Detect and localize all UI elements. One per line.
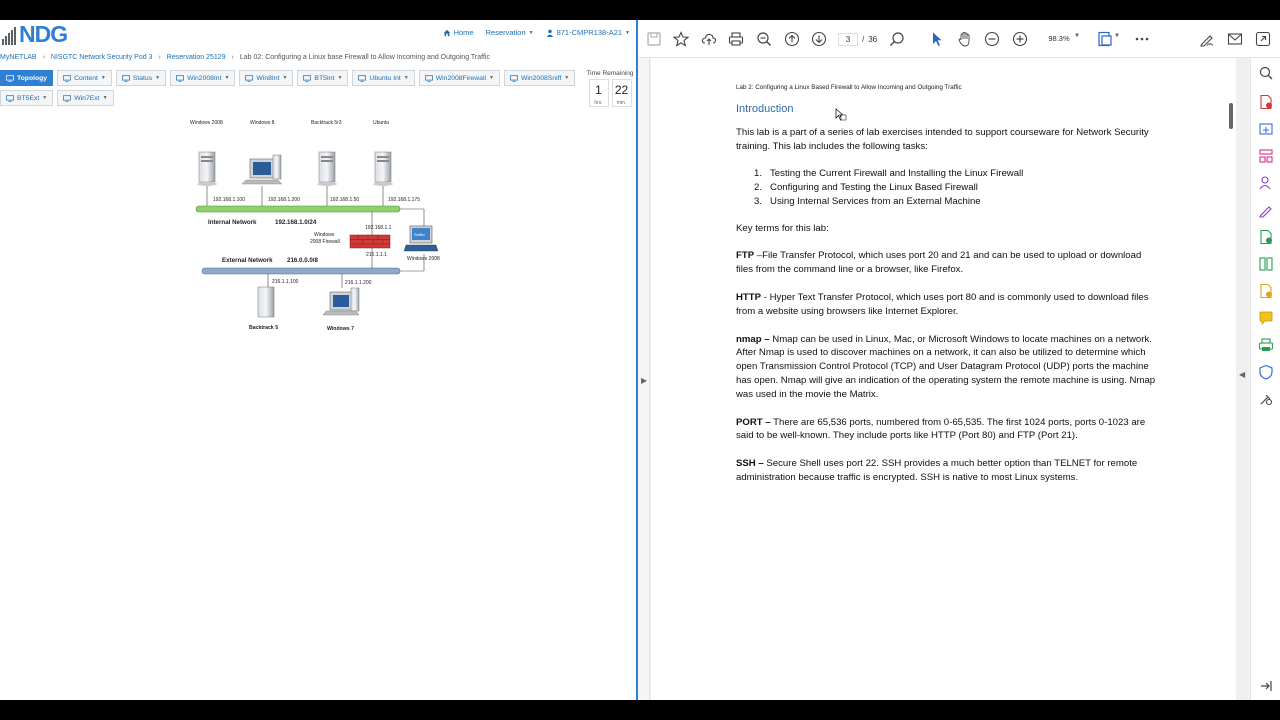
pdf-viewer <box>638 20 1280 700</box>
tab-label: Ubuntu Int <box>369 74 401 82</box>
user-icon <box>546 29 554 37</box>
external-network-cidr: 216.0.0.0/8 <box>287 257 318 264</box>
term-definition: - Hyper Text Transfer Protocol, which uses port 80 and is commonly used to download files from a website using browsers like Internet Explorer. <box>736 291 1149 317</box>
term-name: nmap – <box>736 333 770 345</box>
page-up-icon[interactable] <box>784 31 800 47</box>
chevron-down-icon: ▼ <box>488 75 494 81</box>
expand-right-icon: ▶ <box>641 376 648 385</box>
nav-user-label: 871-CMPR138-A21 <box>556 28 623 37</box>
monitor-icon <box>358 75 366 82</box>
chevron-down-icon: ▼ <box>564 75 570 81</box>
ndg-pane <box>0 20 636 700</box>
term-paragraph <box>736 416 1156 444</box>
host-label-bottom-1: Windows 7 <box>327 326 355 332</box>
host-label: Backtrack 5r3 <box>311 120 342 126</box>
request-signature-icon[interactable] <box>1258 229 1274 245</box>
tab-win7ext[interactable] <box>57 90 113 106</box>
chevron-down-icon: ▼ <box>403 75 409 81</box>
list-item <box>754 195 1156 209</box>
right-panel-toggle[interactable] <box>1236 58 1248 700</box>
minutes-unit: min. <box>616 100 627 106</box>
minutes-box <box>612 79 632 107</box>
zoom-level[interactable]: 98.3% <box>1048 34 1070 43</box>
vertical-scrollbar[interactable] <box>1226 58 1236 700</box>
task-text: Configuring and Testing the Linux Based Firewall <box>770 181 978 193</box>
server-icon[interactable] <box>197 152 217 186</box>
print-icon[interactable] <box>728 31 744 47</box>
edit-pdf-icon[interactable] <box>1258 202 1274 218</box>
tab-topology[interactable] <box>0 70 53 86</box>
minutes-value: 22 <box>614 83 629 97</box>
select-cursor-icon[interactable] <box>929 31 945 47</box>
chevron-down-icon: ▼ <box>528 29 534 36</box>
nav-user[interactable] <box>546 28 630 37</box>
breadcrumb-item[interactable]: NISGTC Network Security Pod 3 <box>50 54 153 61</box>
chevron-down-icon[interactable]: ▼ <box>1074 33 1080 39</box>
breadcrumb-item[interactable]: MyNETLAB <box>0 54 37 61</box>
nav-home-label: Home <box>453 28 474 37</box>
breadcrumb-item[interactable]: Reservation 25129 <box>166 54 226 61</box>
tab-label: Content <box>74 74 98 82</box>
internal-network-label: Internal Network <box>208 219 257 226</box>
term-name: PORT – <box>736 416 771 428</box>
logo-text: NDG <box>19 21 68 47</box>
tab-bt5int[interactable] <box>297 70 348 86</box>
more-tools-icon[interactable] <box>1134 31 1150 47</box>
external-network-bar <box>202 268 400 274</box>
monitor-icon <box>510 75 518 82</box>
chevron-down-icon: ▼ <box>625 29 630 36</box>
hours-value: 1 <box>595 83 602 97</box>
nav-reservation[interactable] <box>486 28 534 37</box>
email-icon[interactable] <box>1227 31 1243 47</box>
term-definition: Nmap can be used in Linux, Mac, or Microsoft Windows to locate machines on a network. After Nmap is used to discover machines on a network, it can also be utilized to determine which open Transmission Control Protocol (TCP) and User Datagram Protocol (UDP) ports the machine has open. Nmap will give an indication of the operating system the remote machine is using. Nmap was used in the movie the Matrix. <box>736 333 1156 400</box>
chevron-down-icon: ▼ <box>224 75 230 81</box>
monitor-icon <box>176 75 184 82</box>
breadcrumb-separator: › <box>231 54 234 61</box>
save-icon[interactable] <box>646 31 662 47</box>
fit-page-icon[interactable] <box>1097 31 1113 47</box>
workstation-icon[interactable] <box>323 288 359 315</box>
server-icon[interactable] <box>258 287 274 317</box>
hours-box <box>589 79 609 107</box>
server-icon[interactable] <box>373 152 393 186</box>
page-separator: / <box>862 35 865 44</box>
print-production-icon[interactable] <box>1258 337 1274 353</box>
chevron-down-icon: ▼ <box>337 75 343 81</box>
left-panel-toggle[interactable] <box>638 58 650 700</box>
tab-win8int[interactable] <box>239 70 293 86</box>
section-heading: Introduction <box>736 103 794 115</box>
monitor-icon <box>245 75 253 82</box>
ip-label: 192.168.1.100 <box>213 197 245 203</box>
list-item <box>754 181 1156 195</box>
scrollbar-thumb[interactable] <box>1229 103 1233 129</box>
task-number: 2. <box>754 181 763 193</box>
home-icon <box>443 29 451 37</box>
sign-icon[interactable] <box>1199 31 1215 47</box>
internal-network-cidr: 192.168.1.0/24 <box>275 219 317 226</box>
monitor-icon <box>6 95 14 102</box>
combine-files-icon[interactable] <box>1258 175 1274 191</box>
hours-unit: hrs. <box>594 100 603 106</box>
host-label-bottom-0: Backtrack 5 <box>249 325 279 331</box>
chevron-down-icon: ▼ <box>282 75 288 81</box>
ip-label: 192.168.1.175 <box>388 197 420 203</box>
workstation-icon[interactable] <box>242 155 282 184</box>
breadcrumb-separator: › <box>42 54 45 61</box>
chevron-down-icon[interactable]: ▼ <box>1114 33 1120 39</box>
protect-icon[interactable] <box>1258 364 1274 380</box>
nav-reservation-label: Reservation <box>485 28 526 37</box>
firewall-name-1: Windows <box>314 232 335 238</box>
key-terms-intro: Key terms for this lab: <box>736 222 829 234</box>
tab-label: Topology <box>17 74 48 82</box>
term-paragraph <box>736 291 1156 319</box>
term-name: FTP <box>736 250 755 262</box>
share-icon[interactable] <box>1255 31 1271 47</box>
page-total: 36 <box>868 35 878 44</box>
running-header: Lab 2: Configuring a Linux Based Firewall to Allow Incoming and Outgoing Traffic <box>736 84 962 91</box>
tab-content[interactable] <box>57 70 112 86</box>
task-text: Testing the Current Firewall and Installing the Linux Firewall <box>770 167 1024 179</box>
comment-icon[interactable] <box>1258 310 1274 326</box>
ip-label: 216.1.1.100 <box>272 279 299 285</box>
fill-sign-icon[interactable] <box>1258 283 1274 299</box>
term-name: SSH – <box>736 458 764 470</box>
chevron-down-icon: ▼ <box>42 95 48 101</box>
intro-paragraph: This lab is a part of a series of lab exercises intended to support courseware for Network Security training. This lab includes the following tasks: <box>736 127 1149 152</box>
tab-label: Win2008Firewall <box>435 74 486 82</box>
task-number: 3. <box>754 195 763 207</box>
tab-label: Win2008Sniff <box>520 74 562 82</box>
term-definition: There are 65,536 ports, numbered from 0-65,535. The first 1024 ports, ports 0-1023 are said to be well-known. They include ports like HTTP (Port 80) and FTP (Port 21). <box>736 416 1146 442</box>
ip-label: 192.168.1.50 <box>330 197 360 203</box>
tab-label: Win8Int <box>256 74 280 82</box>
time-remaining-title: Time Remaining <box>586 70 634 77</box>
host-label: Windows 8 <box>250 120 275 126</box>
fw-ext-ip: 216.1.1.1 <box>366 252 387 258</box>
tab-win2008int[interactable] <box>170 70 235 86</box>
organize-pages-icon[interactable] <box>1258 148 1274 164</box>
pdf-toolbar <box>638 20 1280 58</box>
list-item <box>754 167 1156 181</box>
monitor-icon <box>63 95 71 102</box>
search-tool-icon[interactable] <box>1258 65 1274 81</box>
tab-label: Win7Ext <box>74 94 100 102</box>
internal-network-bar <box>196 206 400 212</box>
host-label: Windows 2008 <box>190 120 223 126</box>
collapse-sidebar-icon[interactable] <box>1258 678 1274 694</box>
breadcrumb <box>0 54 636 66</box>
export-pdf-icon[interactable] <box>1258 94 1274 110</box>
compare-files-icon[interactable] <box>1258 256 1274 272</box>
term-name: HTTP <box>736 291 762 303</box>
task-number: 1. <box>754 167 763 179</box>
document-content <box>736 84 1156 485</box>
nav-home[interactable] <box>443 28 474 37</box>
topology-diagram[interactable] <box>180 114 450 319</box>
page-number-input[interactable]: 3 <box>838 33 858 46</box>
vm-tabs <box>0 70 580 110</box>
page-indicator <box>838 33 877 46</box>
term-definition: –File Transfer Protocol, which uses port 20 and 21 and can be used to upload or download files from the command line or a browser, like Firefox. <box>736 250 1142 276</box>
task-text: Using Internal Services from an External Machine <box>770 195 981 207</box>
star-icon[interactable] <box>673 31 689 47</box>
breadcrumb-separator: › <box>158 54 161 61</box>
tab-label: Status <box>132 74 153 82</box>
ip-label: 192.168.1.200 <box>268 197 300 203</box>
tab-row-1 <box>0 70 580 86</box>
zoom-out-glass-icon[interactable] <box>756 31 772 47</box>
sniffer-name: Windows 2008 <box>407 256 440 262</box>
tab-ubuntu-int[interactable] <box>352 70 414 86</box>
monitor-icon <box>6 75 14 82</box>
external-network-label: External Network <box>222 257 273 264</box>
firewall-icon[interactable] <box>350 235 390 248</box>
term-paragraph <box>736 249 1156 277</box>
tab-label: BT5Int <box>314 74 335 82</box>
chevron-down-icon: ▼ <box>100 75 106 81</box>
monitor-icon <box>303 75 311 82</box>
chevron-down-icon: ▼ <box>102 95 108 101</box>
cloud-upload-icon[interactable] <box>701 31 717 47</box>
mouse-cursor-icon <box>835 108 847 122</box>
fw-int-ip: 192.168.1.1 <box>365 225 392 231</box>
ndg-logo[interactable] <box>2 23 74 45</box>
server-icon[interactable] <box>317 152 337 186</box>
more-tools-sidebar-icon[interactable] <box>1258 391 1274 407</box>
tab-bt5ext[interactable] <box>0 90 53 106</box>
firewall-name-2: 2008 Firewall <box>310 239 340 245</box>
page-down-icon[interactable] <box>811 31 827 47</box>
time-remaining <box>584 70 636 107</box>
sniffer-workstation-icon[interactable] <box>404 226 438 251</box>
zoom-in-icon[interactable] <box>1012 31 1028 47</box>
host-label: Ubuntu <box>373 120 390 126</box>
tab-win2008sniff[interactable] <box>504 70 575 86</box>
term-paragraph <box>736 333 1156 402</box>
term-paragraph <box>736 457 1156 485</box>
create-pdf-icon[interactable] <box>1258 121 1274 137</box>
logo-bars-icon <box>2 23 20 45</box>
term-definition: Secure Shell uses port 22. SSH provides a much better option than TELNET for remote administration because traffic is encrypted. SSH is native to most Linux systems. <box>736 458 1138 483</box>
hand-tool-icon[interactable] <box>957 31 973 47</box>
tab-label: BT5Ext <box>17 94 40 102</box>
sniffer-screen-label: Sniffer <box>414 233 425 237</box>
tab-win2008firewall[interactable] <box>419 70 500 86</box>
breadcrumb-item-current: Lab 02: Configuring a Linux base Firewall to Allow Incoming and Outgoing Traffic <box>239 54 490 61</box>
tab-status[interactable] <box>116 70 166 86</box>
tools-sidebar <box>1250 58 1280 700</box>
task-list <box>736 167 1156 209</box>
monitor-icon <box>425 75 433 82</box>
top-nav <box>443 28 630 37</box>
tab-row-2 <box>0 90 580 106</box>
collapse-left-icon: ◀ <box>1239 370 1246 379</box>
zoom-out-icon[interactable] <box>984 31 1000 47</box>
tab-label: Win2008Int <box>187 74 222 82</box>
find-icon[interactable] <box>889 31 905 47</box>
monitor-icon <box>63 75 71 82</box>
pdf-page <box>651 58 1226 700</box>
ip-label: 216.1.1.200 <box>345 280 372 286</box>
monitor-icon <box>122 75 130 82</box>
chevron-down-icon: ▼ <box>155 75 161 81</box>
